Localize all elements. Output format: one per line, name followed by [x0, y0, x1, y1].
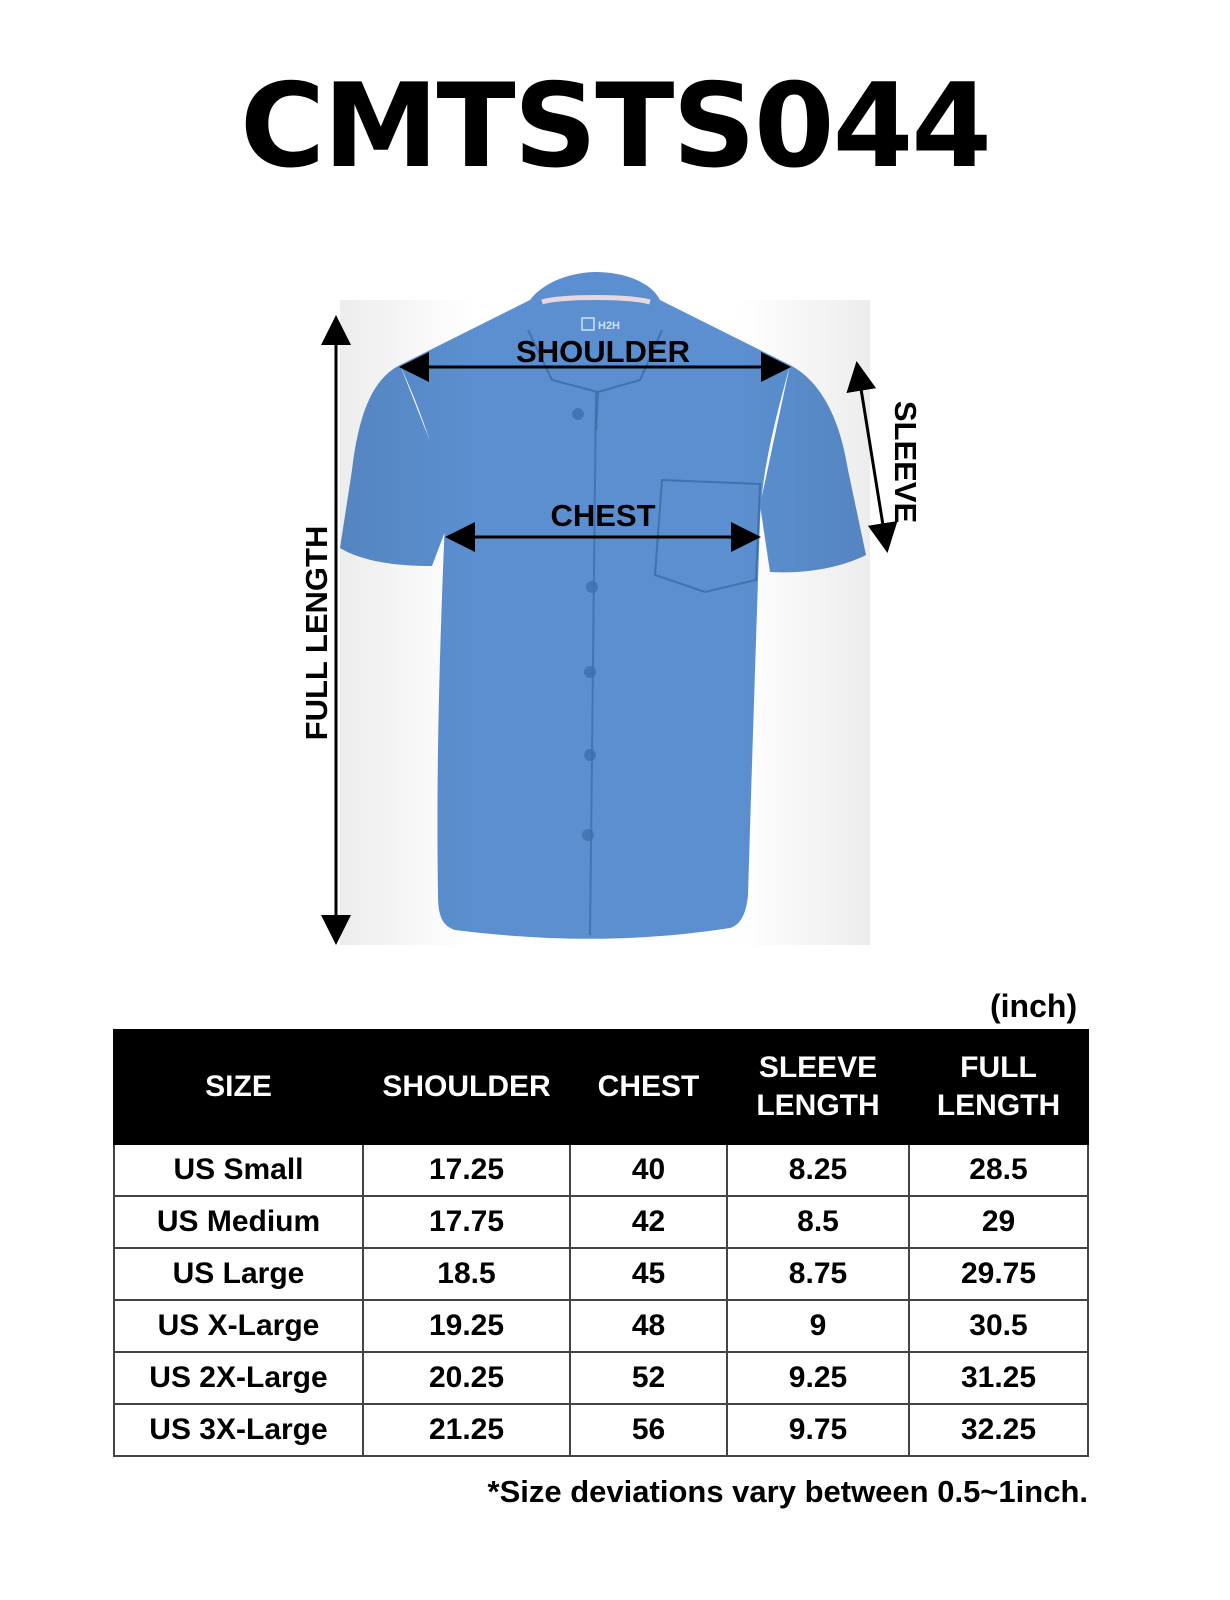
- header-text: LENGTH: [936, 1089, 1061, 1122]
- table-row: [114, 1300, 1088, 1352]
- product-code-title: CMTSTS044: [239, 59, 991, 194]
- sleeve-length-cell: 8.75: [727, 1248, 909, 1300]
- chest-label: CHEST: [550, 498, 656, 533]
- header-text: FULL: [960, 1051, 1037, 1084]
- sleeve-length-cell: 9.25: [727, 1352, 909, 1404]
- chest-cell: 52: [570, 1352, 727, 1404]
- size-cell: US 3X-Large: [114, 1404, 363, 1456]
- sleeve-length-cell: 9.75: [727, 1404, 909, 1456]
- chest-cell: 48: [570, 1300, 727, 1352]
- shoulder-cell: 18.5: [363, 1248, 570, 1300]
- size-cell: US Medium: [114, 1196, 363, 1248]
- brand-tag-label: H2H: [598, 320, 621, 332]
- shirt-illustration: [340, 272, 870, 945]
- chest-cell: 40: [570, 1144, 727, 1196]
- full-length-cell: 29: [909, 1196, 1088, 1248]
- shoulder-label: SHOULDER: [516, 334, 690, 369]
- full-length-cell: 31.25: [909, 1352, 1088, 1404]
- size-deviation-footnote: *Size deviations vary between 0.5~1inch.: [487, 1474, 1088, 1509]
- shoulder-cell: 19.25: [363, 1300, 570, 1352]
- size-cell: US Large: [114, 1248, 363, 1300]
- header-sleeve-length: [727, 1030, 909, 1144]
- shoulder-cell: 17.25: [363, 1144, 570, 1196]
- chest-cell: 42: [570, 1196, 727, 1248]
- full-length-cell: 30.5: [909, 1300, 1088, 1352]
- full-length-cell: 32.25: [909, 1404, 1088, 1456]
- table-row: [114, 1144, 1088, 1196]
- sleeve-label: SLEEVE: [888, 400, 923, 524]
- table-row: [114, 1352, 1088, 1404]
- full-length-label: FULL LENGTH: [299, 525, 334, 741]
- header-chest: [570, 1030, 727, 1144]
- chest-cell: 56: [570, 1404, 727, 1456]
- full-length-cell: 28.5: [909, 1144, 1088, 1196]
- table-row: [114, 1196, 1088, 1248]
- header-text: LENGTH: [756, 1089, 880, 1122]
- size-cell: US X-Large: [114, 1300, 363, 1352]
- shoulder-cell: 17.75: [363, 1196, 570, 1248]
- size-cell: US 2X-Large: [114, 1352, 363, 1404]
- header-text: CHEST: [597, 1070, 700, 1103]
- size-cell: US Small: [114, 1144, 363, 1196]
- table-row: [114, 1404, 1088, 1456]
- table-header-row: [114, 1030, 1088, 1144]
- shirt-measurement-diagram: [0, 240, 1230, 960]
- full-length-cell: 29.75: [909, 1248, 1088, 1300]
- header-full-length: [909, 1030, 1088, 1144]
- shoulder-cell: 20.25: [363, 1352, 570, 1404]
- unit-note: (inch): [990, 988, 1078, 1024]
- chest-cell: 45: [570, 1248, 727, 1300]
- sleeve-length-cell: 8.25: [727, 1144, 909, 1196]
- sleeve-length-cell: 8.5: [727, 1196, 909, 1248]
- sleeve-length-cell: 9: [727, 1300, 909, 1352]
- size-chart-table: [113, 1029, 1089, 1457]
- header-shoulder: [363, 1030, 570, 1144]
- table-row: [114, 1248, 1088, 1300]
- shoulder-cell: 21.25: [363, 1404, 570, 1456]
- header-size: [114, 1030, 363, 1144]
- header-text: SIZE: [205, 1070, 272, 1103]
- header-text: SLEEVE: [758, 1051, 878, 1084]
- header-text: SHOULDER: [382, 1070, 551, 1103]
